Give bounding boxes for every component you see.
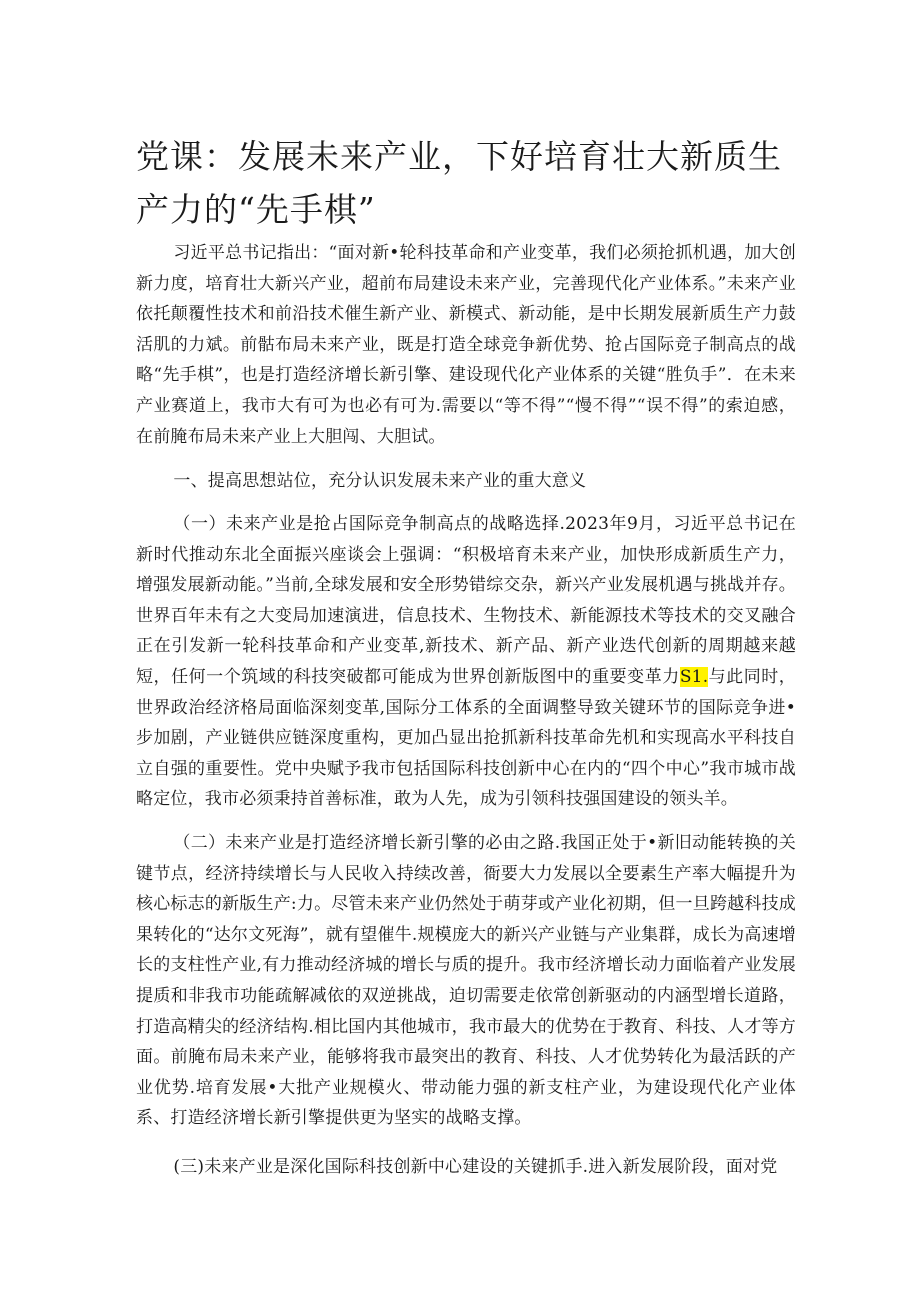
intro-paragraph: 习近平总书记指出：“面对新•轮科技革命和产业变革，我们必须抢抓机遇，加大创新力度，培育壮大新兴产业，超前布局建设未来产业，完善现代化产业体系。”未来产业依托颠覆性技术和前沿技术催生新产业、新模式、新动能，是中长期发展新质生产力鼓活肌的力斌。前骷布局未来产业，既是打造全球竞争新优势、抢占国际竞子制高点的战略“先手棋”，也是打造经济增长新引擎、建设现代化产业体系的关键“胜负手”．在未来产业赛道上，我市大有可为也必有可为.需要以“等不得”“慢不得”“误不得”的索迫感，在前腌布局未来产业上大胆闯、大胆试。	[136, 243, 796, 447]
paragraph-1-text-b: 与此同时，世界政治经济格局面临深刻变革,国际分工体系的全面调整导致关键环节的国际竞争进•步加剧，产业链供应链深度重构，更加凸显出抢抓新科技革命先机和实现高水平科技自立自强的重要性。党中央赋予我市包括国际科技创新中心在内的“四个中心”我市城市战略定位，我市必须秉持首善标准，敢为人先，成为引领科技强国建设的领头羊。	[136, 666, 797, 810]
highlight-mark: S1.	[679, 666, 709, 687]
paragraph-2: （二）未来产业是打造经济增长新引擎的必由之路.我国正处于•新旧动能转换的关键节点，经济持续增长与人民收入持续改善，衙要大力发展以全要素生产率大幅提升为核心标志的新版生产:力。尽管未来产业仍然处于萌芽或产业化初期，但一旦跨越科技成果转化的“达尔文死海”，就有望催牛.规模庞大的新兴产业链与产业集群，成长为高速增长的支柱性产业,有力推动经济城的增长与质的提升。我市经济增长动力面临着产业发展提质和非我市功能疏解减依的双逆挑战，迫切需要走依常创新驱动的内涵型增长道路，打造高精尖的经济结构.相比国内其他城市，我市最大的优势在于教育、科技、人才等方面。前腌布局未来产业，能够将我市最突出的教育、科技、人才优势转化为最活跃的产业优势.培育发展•大批产业规模火、带动能力强的新支柱产业，为建设现代化产业体系、打造经济增长新引擎提供更为坚实的战略支撑。	[136, 833, 796, 1129]
paragraph-3: (三)未来产业是深化国际科技创新中心建设的关键抓手.进入新发展阶段，面对党	[173, 1157, 778, 1177]
section-heading: 一、提高思想站位，充分认识发展未来产业的重大意义	[173, 471, 587, 491]
document-title: 党课：发展未来产业，下好培育壮大新质生产力的“先手棋”	[136, 137, 782, 229]
paragraph-1-text-a: （一）未来产业是抢占国际竞争制高点的战略选择.2023年9月，习近平总书记在新时代推动东北全面振兴座谈会上强调：“积极培育未来产业，加快形成新质生产力，增强发展新动能。”当前,全球发展和安全形势错综交杂，新兴产业发展机遇与挑战并存。世界百年未有之大变局加速演进，信息技术、生物技术、新能源技术等技术的交叉融合正在引发新一轮科技革命和产业变革,新技术、新产品、新产业迭代创新的周期越来越短，任何一个筑域的科技突破都可能成为世界创新版图中的重要变革力	[136, 514, 796, 687]
paragraph-1	[136, 509, 796, 815]
